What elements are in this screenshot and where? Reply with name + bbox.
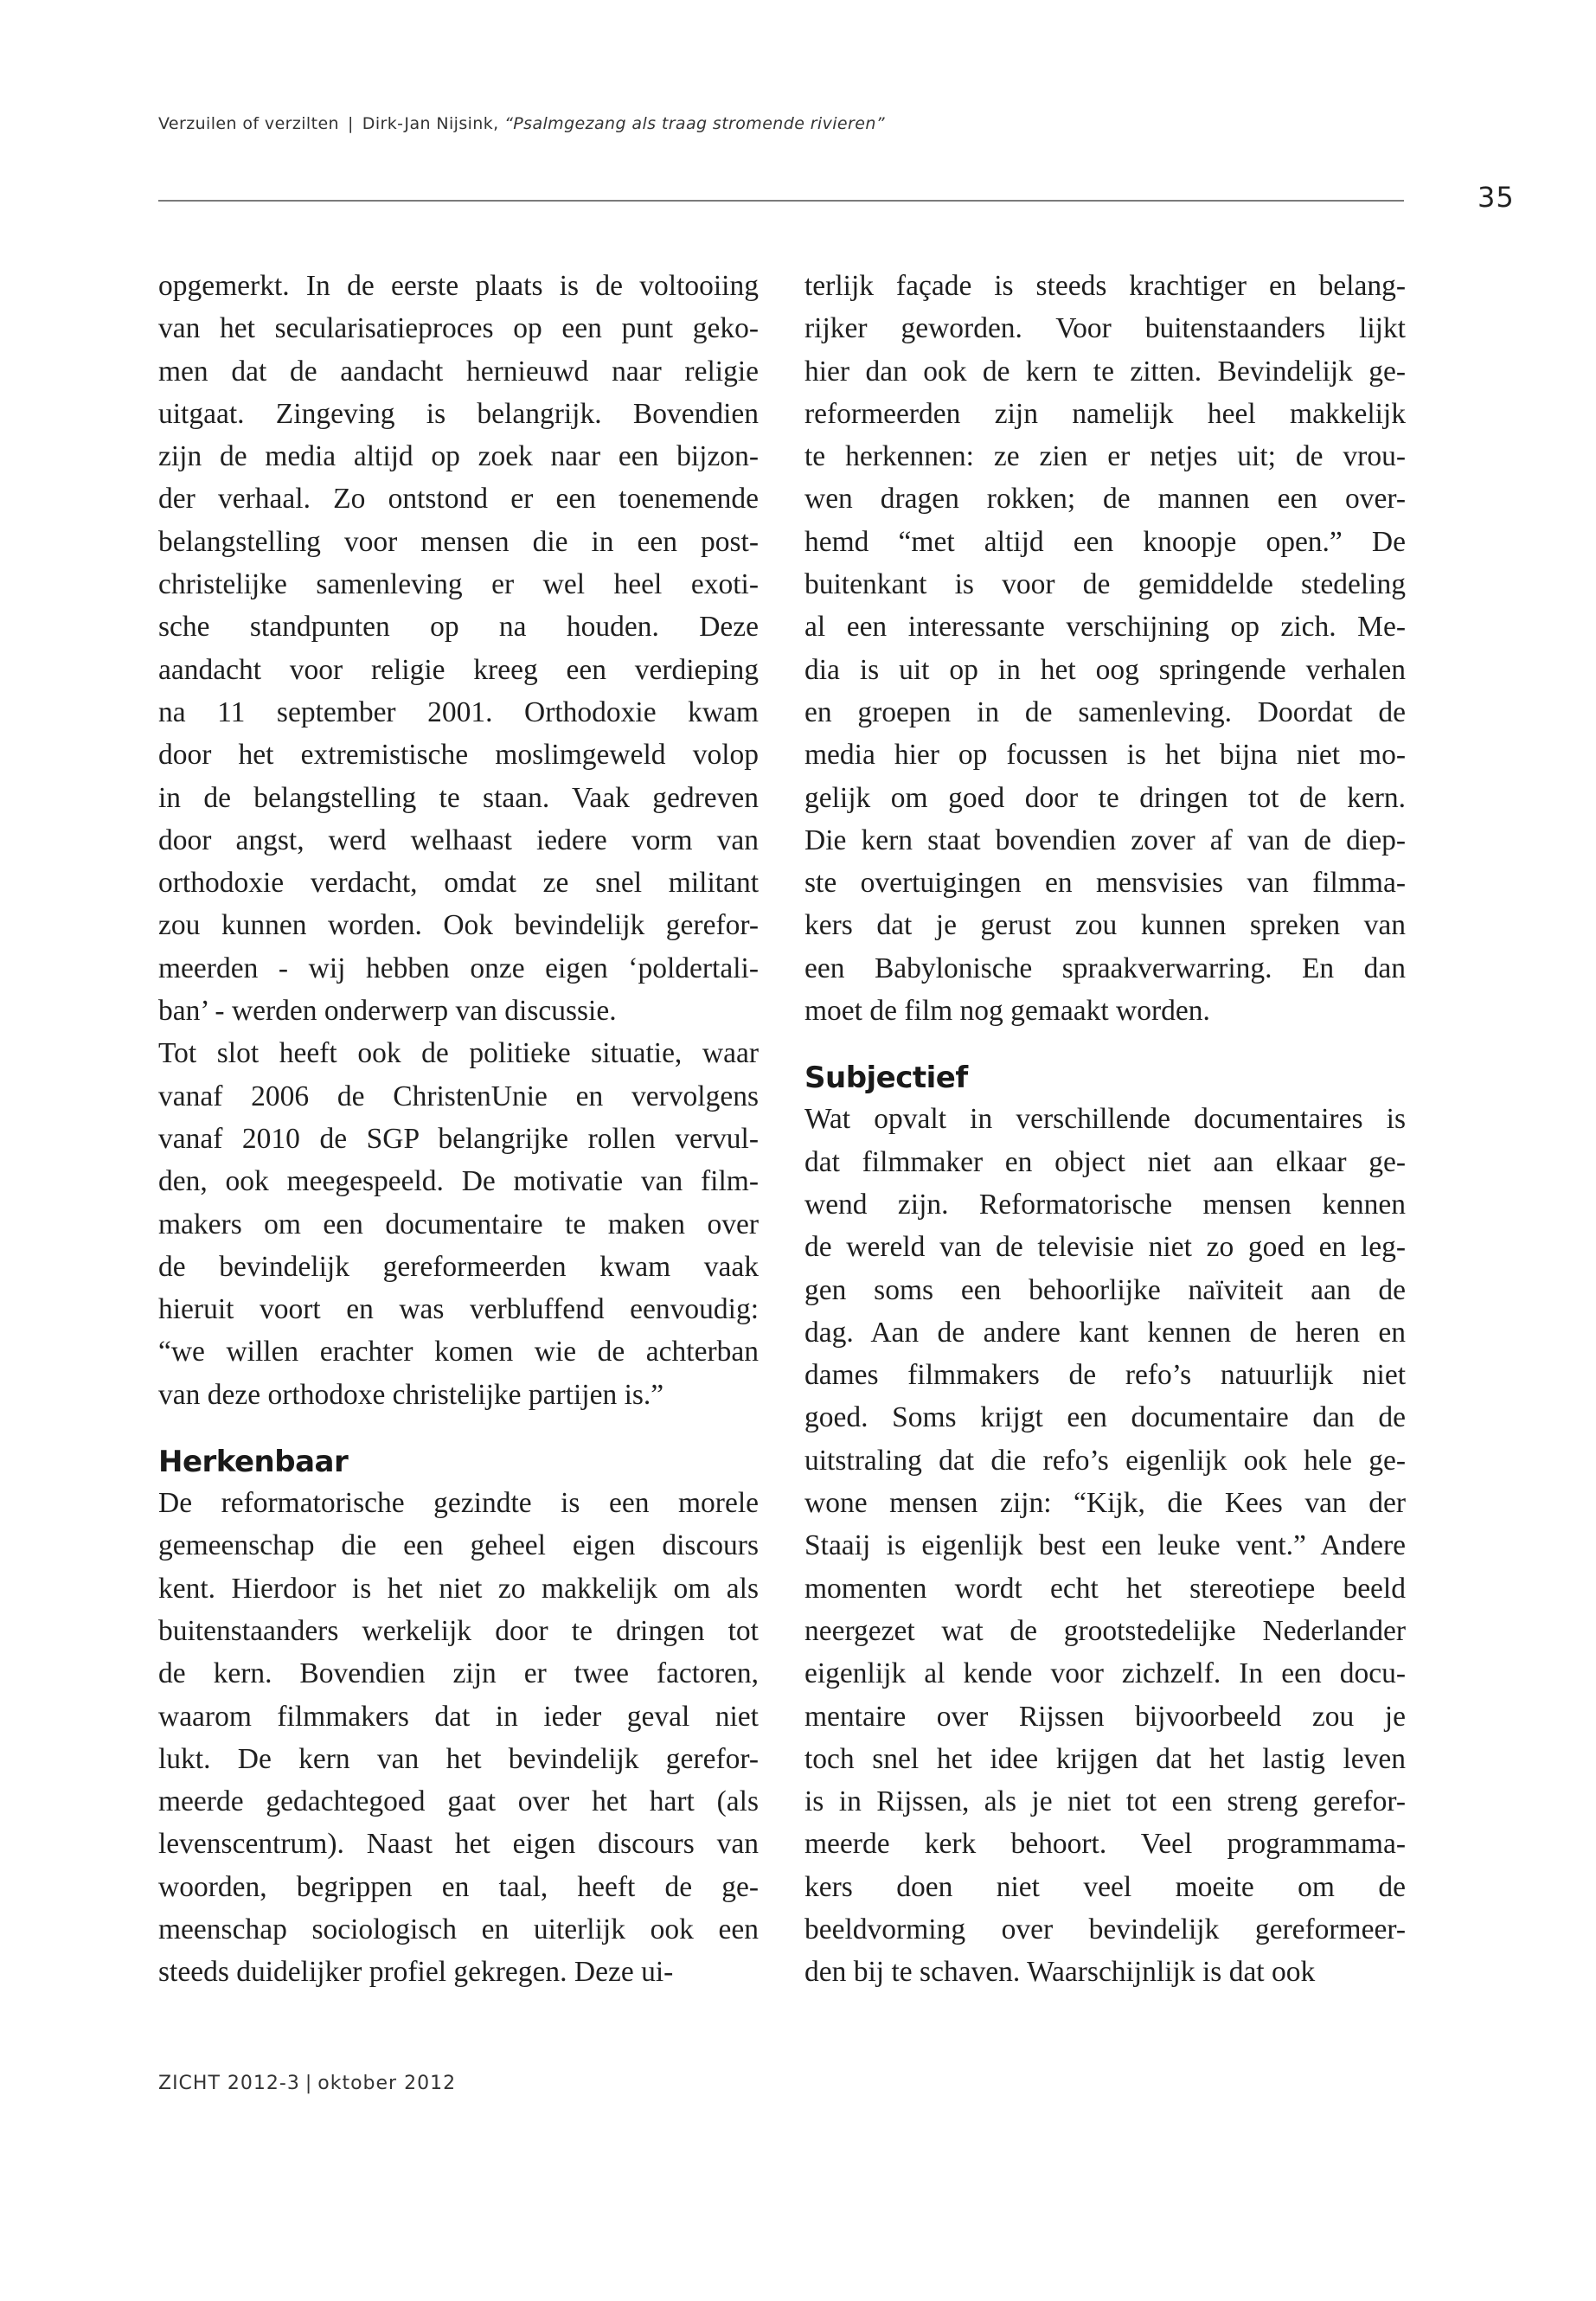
section-heading-herkenbaar: Herkenbaar xyxy=(158,1445,349,1480)
text-line: steeds duidelijker profiel gekregen. Deze ui- xyxy=(158,1956,674,1989)
text-line: buitenstaanders werkelijk door te dringen tot xyxy=(158,1614,759,1647)
text-line: zijn de media altijd op zoek naar een bijzon- xyxy=(158,440,759,473)
text-line: kent. Hierdoor is het niet zo makkelijk om als xyxy=(158,1572,759,1605)
text-line: wen dragen rokken; de mannen een over- xyxy=(804,483,1406,516)
text-line: buitenkant is voor de gemiddelde stedeling xyxy=(804,568,1406,601)
paragraph xyxy=(804,1098,1406,1993)
text-line: reformeerden zijn namelijk heel makkelijk xyxy=(804,397,1406,430)
text-line: in de belangstelling te staan. Vaak gedreven xyxy=(158,781,759,814)
text-line: gelijk om goed door te dringen tot de kern. xyxy=(804,781,1406,814)
text-line: meerden - wij hebben onze eigen ‘poldertali- xyxy=(158,952,759,984)
text-line: al een interessante verschijning op zich. Me- xyxy=(804,611,1406,644)
text-line: lukt. De kern van het bevindelijk gerefor- xyxy=(158,1742,759,1775)
text-line: uitgaat. Zingeving is belangrijk. Bovendien xyxy=(158,397,759,430)
left-column xyxy=(158,265,759,1994)
text-line: den bij te schaven. Waarschijnlijk is dat ook xyxy=(804,1956,1316,1989)
text-line: toch snel het idee krijgen dat het lastig leven xyxy=(804,1742,1406,1775)
text-line: gen soms een behoorlijke naïviteit aan de xyxy=(804,1273,1406,1306)
text-line: een Babylonische spraakverwarring. En dan xyxy=(804,952,1406,984)
right-column xyxy=(804,265,1406,1994)
text-line: dames filmmakers de refo’s natuurlijk niet xyxy=(804,1359,1406,1392)
text-line: kers doen niet veel moeite om de xyxy=(804,1870,1406,1903)
text-line: wend zijn. Reformatorische mensen kennen xyxy=(804,1188,1406,1221)
paragraph xyxy=(158,265,759,1032)
text-line: dia is uit op in het oog springende verhalen xyxy=(804,653,1406,686)
text-line: dag. Aan de andere kant kennen de heren en xyxy=(804,1316,1406,1349)
text-line: media hier op focussen is het bijna niet mo- xyxy=(804,739,1406,772)
text-line: mentaire over Rijssen bijvoorbeeld zou je xyxy=(804,1700,1406,1733)
text-line: woorden, begrippen en taal, heeft de ge- xyxy=(158,1870,759,1903)
text-line: hieruit voort en was verbluffend eenvoudig: xyxy=(158,1293,759,1326)
text-line: men dat de aandacht hernieuwd naar religie xyxy=(158,355,759,388)
text-line: hemd “met altijd een knoopje open.” De xyxy=(804,525,1406,558)
text-line: makers om een documentaire te maken over xyxy=(158,1208,759,1240)
footer-separator: | xyxy=(304,2073,313,2094)
footer-date: oktober 2012 xyxy=(317,2073,457,2094)
text-line: rijker geworden. Voor buitenstaanders lijkt xyxy=(804,312,1406,345)
text-line: wone mensen zijn: “Kijk, die Kees van der xyxy=(804,1487,1406,1520)
header-author: Dirk-Jan Nijsink, xyxy=(362,114,499,133)
header-section: Verzuilen of verzilten xyxy=(158,114,339,133)
text-line: levenscentrum). Naast het eigen discours van xyxy=(158,1828,759,1861)
text-line: neergezet wat de grootstedelijke Nederlander xyxy=(804,1614,1406,1647)
text-line: gemeenschap die een geheel eigen discours xyxy=(158,1529,759,1562)
text-line: belangstelling voor mensen die in een post- xyxy=(158,525,759,558)
text-line: goed. Soms krijgt een documentaire dan de xyxy=(804,1401,1406,1434)
page-number: 35 xyxy=(1477,181,1515,214)
text-line: Die kern staat bovendien zover af van de diep- xyxy=(804,824,1406,856)
header-separator: | xyxy=(347,114,354,133)
paragraph xyxy=(804,265,1406,1032)
text-line: De reformatorische gezindte is een morele xyxy=(158,1487,759,1520)
text-line: de bevindelijk gereformeerden kwam vaak xyxy=(158,1250,759,1283)
text-line: momenten wordt echt het stereotiepe beeld xyxy=(804,1572,1406,1605)
text-line: kers dat je gerust zou kunnen spreken van xyxy=(804,909,1406,942)
text-line: aandacht voor religie kreeg een verdieping xyxy=(158,653,759,686)
text-line: van het secularisatieproces op een punt geko- xyxy=(158,312,759,345)
text-line: eigenlijk al kende voor zichzelf. In een docu- xyxy=(804,1657,1406,1690)
text-line: de wereld van de televisie niet zo goed en leg- xyxy=(804,1231,1406,1264)
text-line: sche standpunten op na houden. Deze xyxy=(158,611,759,644)
text-line: meerde kerk behoort. Veel programmama- xyxy=(804,1828,1406,1861)
paragraph xyxy=(158,1482,759,1994)
section-heading-subjectief: Subjectief xyxy=(804,1061,968,1096)
text-line: “we willen erachter komen wie de achterban xyxy=(158,1336,759,1368)
text-line: meenschap sociologisch en uiterlijk ook een xyxy=(158,1913,759,1945)
text-line: Staaij is eigenlijk best een leuke vent.” Andere xyxy=(804,1529,1406,1562)
text-line: hier dan ook de kern te zitten. Bevindelijk ge- xyxy=(804,355,1406,388)
text-line: Tot slot heeft ook de politieke situatie, waar xyxy=(158,1037,759,1070)
text-line: terlijk façade is steeds krachtiger en belang- xyxy=(804,270,1406,302)
text-line: door angst, werd welhaast iedere vorm van xyxy=(158,824,759,856)
text-line: van deze orthodoxe christelijke partijen is.” xyxy=(158,1378,664,1411)
text-line: door het extremistische moslimgeweld volop xyxy=(158,739,759,772)
text-line: waarom filmmakers dat in ieder geval niet xyxy=(158,1700,759,1733)
text-line: is in Rijssen, als je niet tot een streng gerefor- xyxy=(804,1785,1406,1818)
text-line: den, ook meegespeeld. De motivatie van film- xyxy=(158,1165,759,1198)
text-line: ste overtuigingen en mensvisies van filmma- xyxy=(804,867,1406,900)
running-header xyxy=(158,114,885,133)
text-line: vanaf 2010 de SGP belangrijke rollen vervul- xyxy=(158,1122,759,1155)
text-line: vanaf 2006 de ChristenUnie en vervolgens xyxy=(158,1080,759,1112)
header-article-title: “Psalmgezang als traag stromende rivieren” xyxy=(504,114,886,133)
paragraph xyxy=(158,1032,759,1416)
text-line: beeldvorming over bevindelijk gereformeer- xyxy=(804,1913,1406,1945)
text-line: moet de film nog gemaakt worden. xyxy=(804,995,1210,1028)
text-line: na 11 september 2001. Orthodoxie kwam xyxy=(158,695,759,728)
text-line: te herkennen: ze zien er netjes uit; de vrou- xyxy=(804,440,1406,473)
text-line: der verhaal. Zo ontstond er een toenemende xyxy=(158,483,759,516)
text-line: meerde gedachtegoed gaat over het hart (als xyxy=(158,1785,759,1818)
page-footer xyxy=(158,2073,456,2094)
text-line: uitstraling dat die refo’s eigenlijk ook hele ge- xyxy=(804,1444,1406,1477)
text-line: christelijke samenleving er wel heel exoti- xyxy=(158,568,759,601)
text-line: dat filmmaker en object niet aan elkaar ge- xyxy=(804,1145,1406,1178)
header-rule xyxy=(158,200,1404,202)
text-line: en groepen in de samenleving. Doordat de xyxy=(804,695,1406,728)
text-line: opgemerkt. In de eerste plaats is de voltooiing xyxy=(158,270,759,302)
text-line: ban’ - werden onderwerp van discussie. xyxy=(158,995,617,1028)
footer-journal: ZICHT 2012-3 xyxy=(158,2073,300,2094)
text-line: zou kunnen worden. Ook bevindelijk gerefor- xyxy=(158,909,759,942)
text-line: de kern. Bovendien zijn er twee factoren, xyxy=(158,1657,759,1690)
text-line: Wat opvalt in verschillende documentaires is xyxy=(804,1103,1406,1136)
text-line: orthodoxie verdacht, omdat ze snel militant xyxy=(158,867,759,900)
